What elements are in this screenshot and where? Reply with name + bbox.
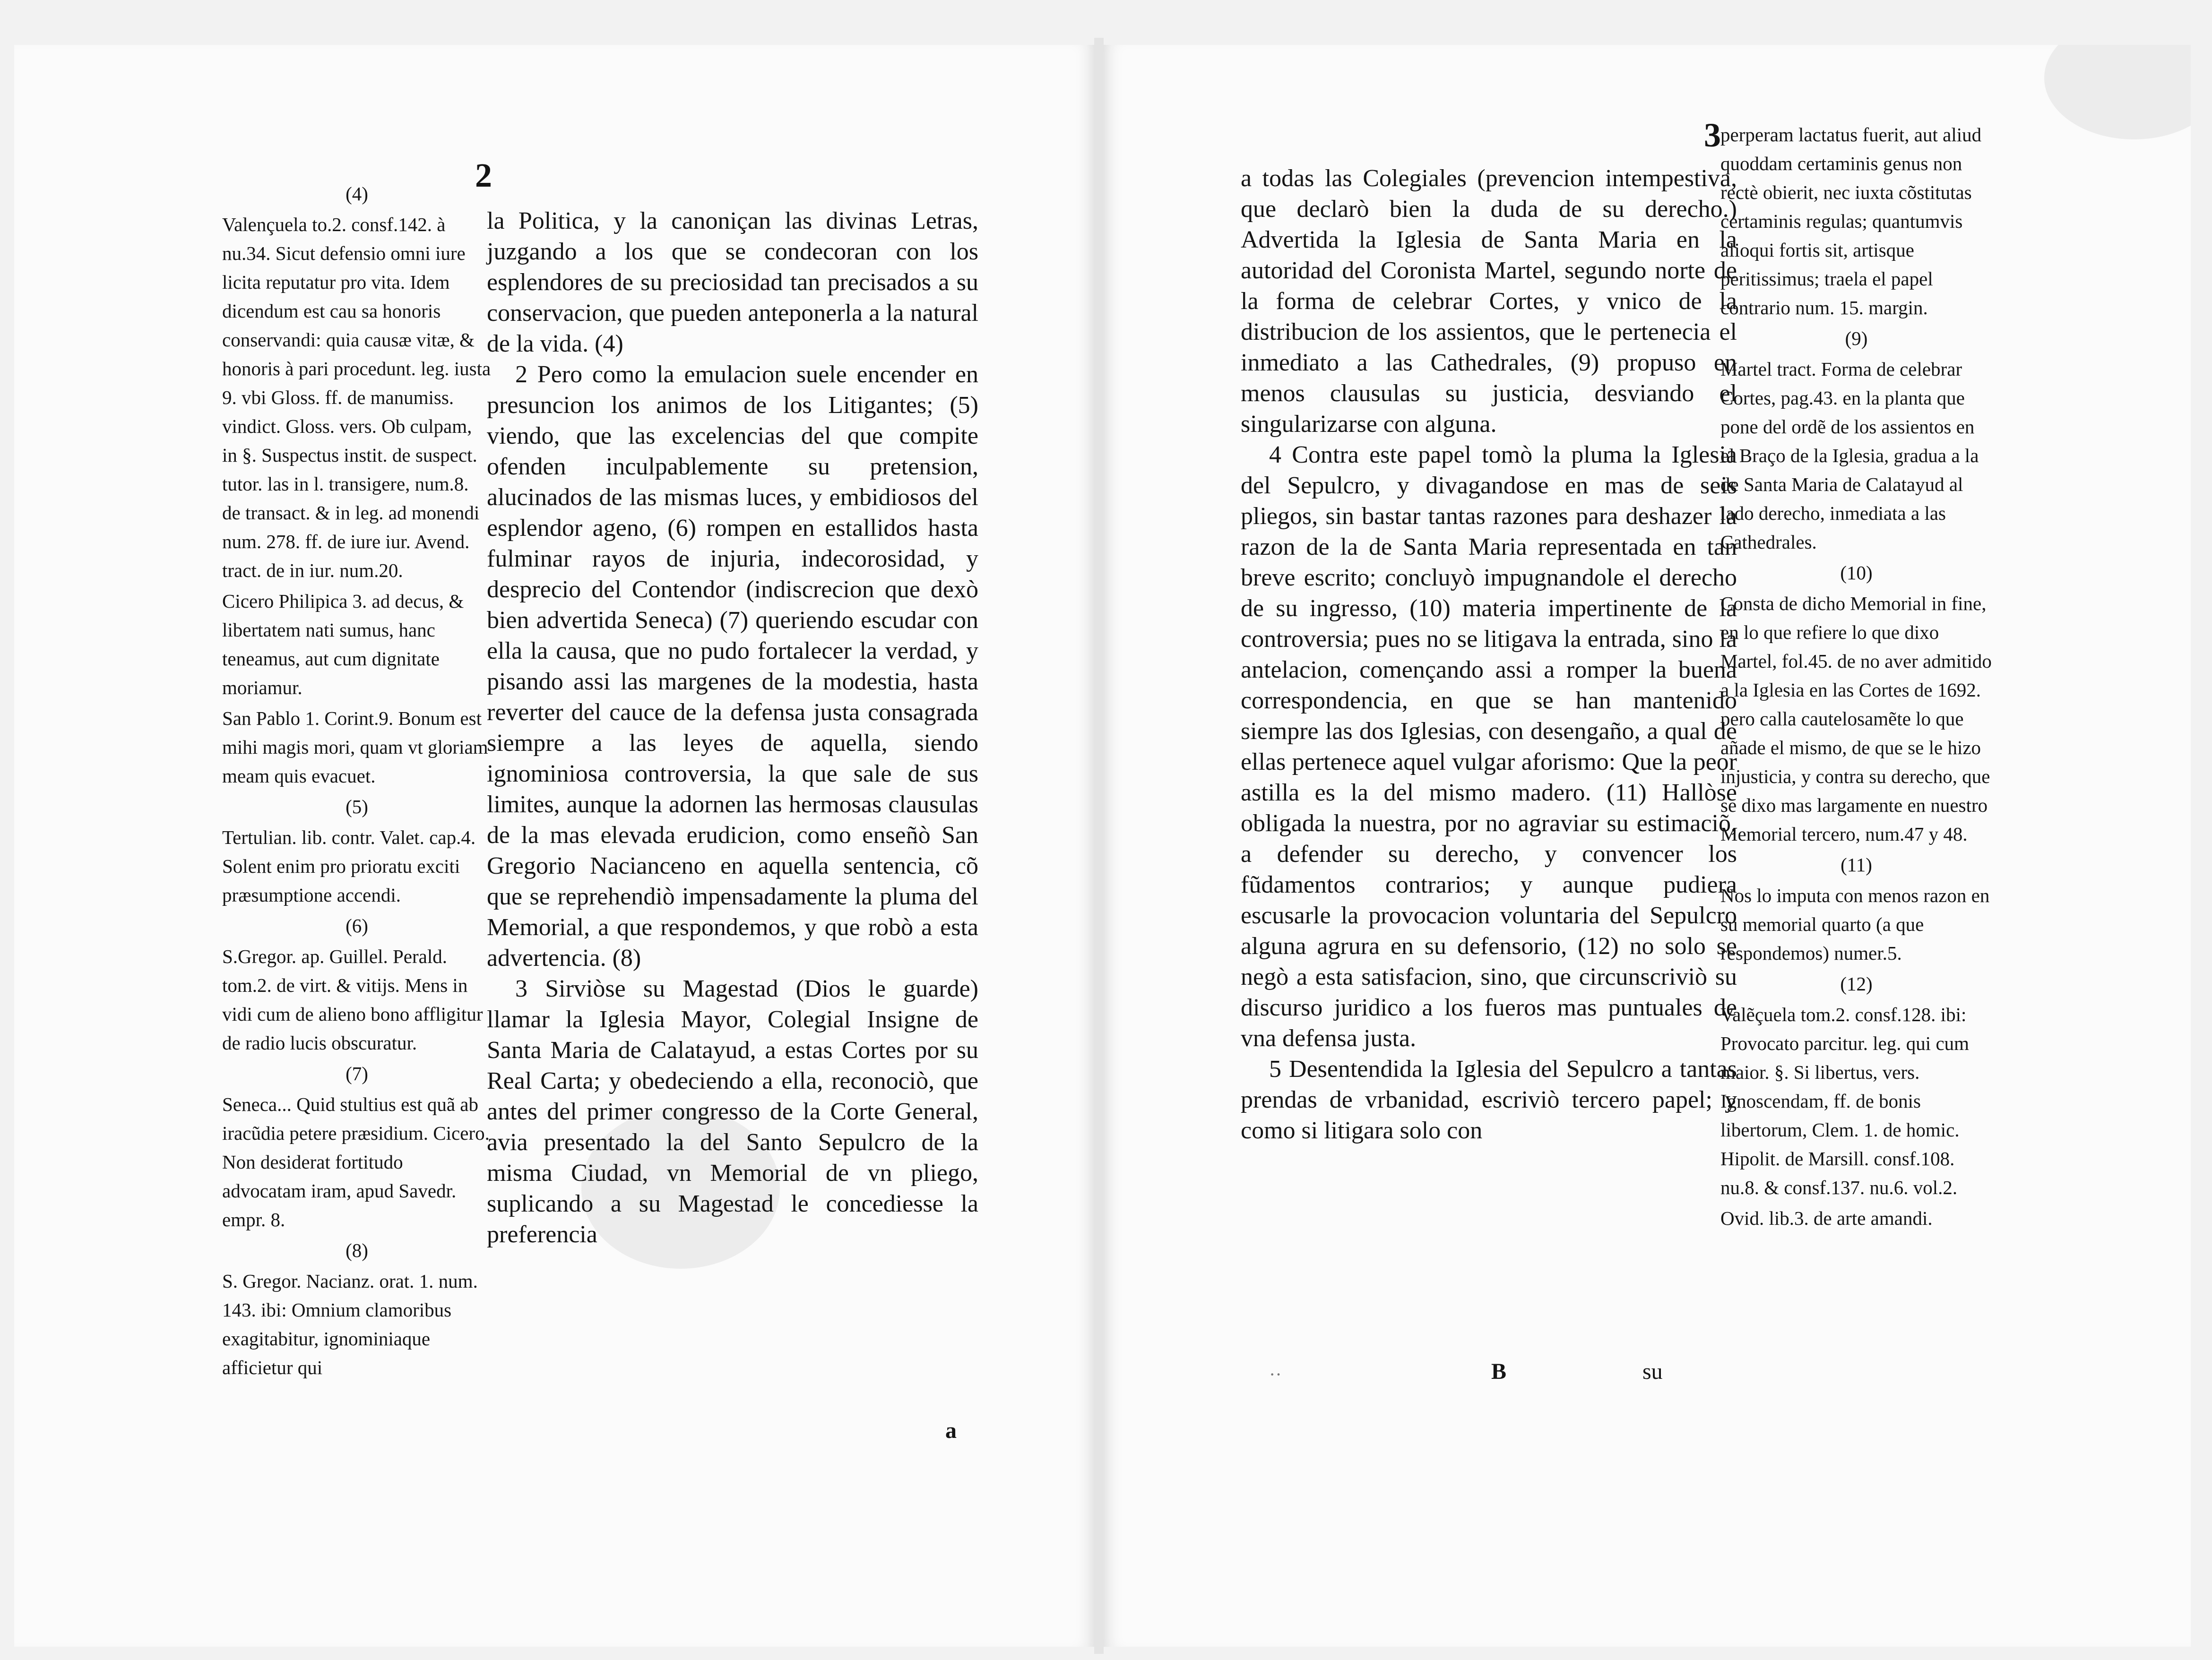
left-signature-mark: a [945,1418,957,1443]
margin-note: Martel tract. Forma de celebrar Cortes, pag.43. en la planta que pone del ordẽ de los assientos en el Braço de la Iglesia, gradua a la de Santa Maria de Calatayud al lado derecho, inmediata a las Cathedrales. [1720,358,1979,553]
left-margin-notes [222,180,492,1384]
body-paragraph: a todas las Colegiales (prevencion intempestiva, que declarò bien la duda de su derecho.) Advertida la Iglesia de Santa Maria en la autoridad del Coronista Martel, segundo norte de la forma de celebrar Cortes, y vnico de la distribucion de los assientos, que le pertenecia el inmediato a las Cathedrales, (9) propuso en menos clausulas su justicia, desviando el singularizarse con alguna. [1241,165,1737,438]
right-page [1104,45,2191,1647]
margin-note: Ovid. lib.3. de arte amandi. [1720,1207,1933,1229]
margin-note-number: (10) [1840,562,1873,584]
body-paragraph: 3 Sirviòse su Magestad (Dios le guarde) llamar la Iglesia Mayor, Colegial Insigne de Santa Maria de Calatayud, a estas Cortes por su Real Carta; y obedeciendo a ella, reconociò, que antes del primer congresso de la Corte General, avia presentado la del Santo Sepulcro de la misma Ciudad, vn Memorial de vn pliego, suplicando a su Magestad le concediesse la preferencia [487,975,978,1248]
catchword: su [1642,1359,1663,1384]
body-paragraph: 4 Contra este papel tomò la pluma la Iglesia del Sepulcro, y divagandose en mas de seis pliegos, sin bastar tantas razones para deshazer la razon de la de Santa Maria representada en tan breve escrito; concluyò impugnandole el derecho de su ingresso, (10) materia impertinente de la controversia; pues no se litigava la entrada, sino la antelacion, començando assi a romper la buena correspondencia, en que se han mantenido siempre las dos Iglesias, con desengaño, a qual de ellas pertenece aquel vulgar aforismo: Que la peor astilla es la del mismo madero. (11) Hallòse obligada la nuestra, por no agraviar su estimaciõ, a defender su derecho, y convencer los fũdamentos contrarios; y aunque pudiera escusarle la provocacion voluntaria del Sepulcro alguna agrura en su defensorio, (12) no solo se negò a esta satisfacion, sino, que circunscriviò su discurso juridico a los fueros mas puntuales de vna defensa justa. [1241,441,1737,1052]
margin-note: Seneca... Quid stultius est quã ab iracũdia petere præsidium. Cicero. Non desiderat fortitudo advocatam iram, apud Savedr. empr. 8. [222,1093,490,1230]
margin-note: S. Gregor. Nacianz. orat. 1. num. 143. ibi: Omnium clamoribus exagitabitur, ignominiaque afficietur qui [222,1270,478,1378]
book-gutter [1094,38,1104,1654]
margin-note: San Pablo 1. Corint.9. Bonum est mihi magis mori, quam vt gloriam meam quis evacuet. [222,707,488,787]
body-paragraph: 5 Desentendida la Iglesia del Sepulcro a tantas prendas de vrbanidad, escriviò tercero papel; y como si litigara solo con [1241,1056,1737,1144]
smudge-mark: ·· [1269,1364,1282,1385]
margin-note: Nos lo imputa con menos razon en su memorial quarto (a que respondemos) numer.5. [1720,885,1990,964]
margin-note: Consta de dicho Memorial in fine, en lo que refiere lo que dixo Martel, fol.45. de no aver admitido a la Iglesia en las Cortes de 1692. pero calla cautelosamẽte lo que añade el mismo, de que se le hizo injusticia, y contra su derecho, que se dixo mas largamente en nuestro Memorial tercero, num.47 y 48. [1720,593,1992,845]
body-paragraph: la Politica, y la canoniçan las divinas Letras, juzgando a los que se condecoran con los esplendores de su preciosidad tan precisados a su conservacion, que pueden anteponerla a la natural de la vida. (4) [487,207,978,357]
margin-note-number: (4) [346,183,368,205]
margin-note: Valençuela to.2. consf.142. à nu.34. Sicut defensio omni iure licita reputatur pro vita. Idem dicendum est cau sa honoris conservandi: quia causæ vitæ, & honoris à pari procedunt. leg. iusta 9. vbi Gloss. ff. de manumiss. vindict. Gloss. vers. Ob culpam, in §. Suspectus instit. de suspect. tutor. las in l. transigere, num.8. de transact. & in leg. ad monendi num. 278. ff. de iure iur. Avend. tract. de in iur. num.20. [222,214,491,581]
margin-note: Valẽçuela tom.2. consf.128. ibi: Provocato parcitur. leg. qui cum maior. §. Si libertus, vers. Ignoscendam, ff. de bonis libertorum, Clem. 1. de homic. Hipolit. de Marsill. consf.108. nu.8. & consf.137. nu.6. vol.2. [1720,1004,1970,1198]
left-folio-number: 2 [475,156,492,194]
margin-note-number: (12) [1840,973,1873,995]
margin-note-number: (11) [1840,854,1872,876]
margin-note: S.Gregor. ap. Guillel. Perald. tom.2. de virt. & vitijs. Mens in vidi cum de alieno bono affligitur de radio lucis obscuratur. [222,946,483,1054]
right-margin-notes [1720,120,1992,1235]
margin-note-number: (5) [346,796,368,817]
margin-note-number: (6) [346,915,368,937]
paper-stain [2044,45,2191,139]
margin-note: perperam lactatus fuerit, aut aliud quoddam certaminis genus non rectè obierit, nec iuxta cõstitutas certaminis regulas; quantumvis alioqui fortis sit, artisque peritissimus; traela el papel contrario num. 15. margin. [1720,124,1982,318]
right-main-text [1241,163,1737,1146]
margin-note-number: (8) [346,1239,368,1261]
margin-note: Cicero Philipica 3. ad decus, & libertatem nati sumus, hanc teneamus, aut cum dignitate moriamur. [222,590,464,698]
margin-note: Tertulian. lib. contr. Valet. cap.4. Solent enim pro prioratu exciti præsumptione accendi. [222,826,476,906]
right-folio-number: 3 [1704,116,1721,154]
left-page [14,45,1094,1647]
right-signature-mark: B [1491,1359,1507,1384]
margin-note-number: (7) [346,1063,368,1084]
left-main-text [487,206,978,1250]
margin-note-number: (9) [1845,327,1868,349]
body-paragraph: 2 Pero como la emulacion suele encender en presuncion los animos de los Litigantes; (5) viendo, que las excelencias del que compite ofenden inculpablemente su pretension, alucinados de las mismas luces, y embidiosos del esplendor ageno, (6) rompen en estallidos hasta fulminar rayos de injuria, indecorosidad, y desprecio del Contendor (indiscrecion que dexò bien advertida Seneca) (7) queriendo escudar con ella la causa, que no pudo fortalecer la verdad, y pisando assi las margenes de la modestia, hasta reverter del cauce de la defensa justa consagrada siempre a las leyes de aquella, siendo ignominiosa controversia, la que sale de sus limites, aunque la adornen las hermosas clausulas de la mas elevada erudicion, como enseñò San Gregorio Nacianceno en aquella sentencia, cõ que se reprehendiò impensadamente la pluma del Memorial, a que respondemos, y que robò a esta advertencia. (8) [487,361,978,972]
